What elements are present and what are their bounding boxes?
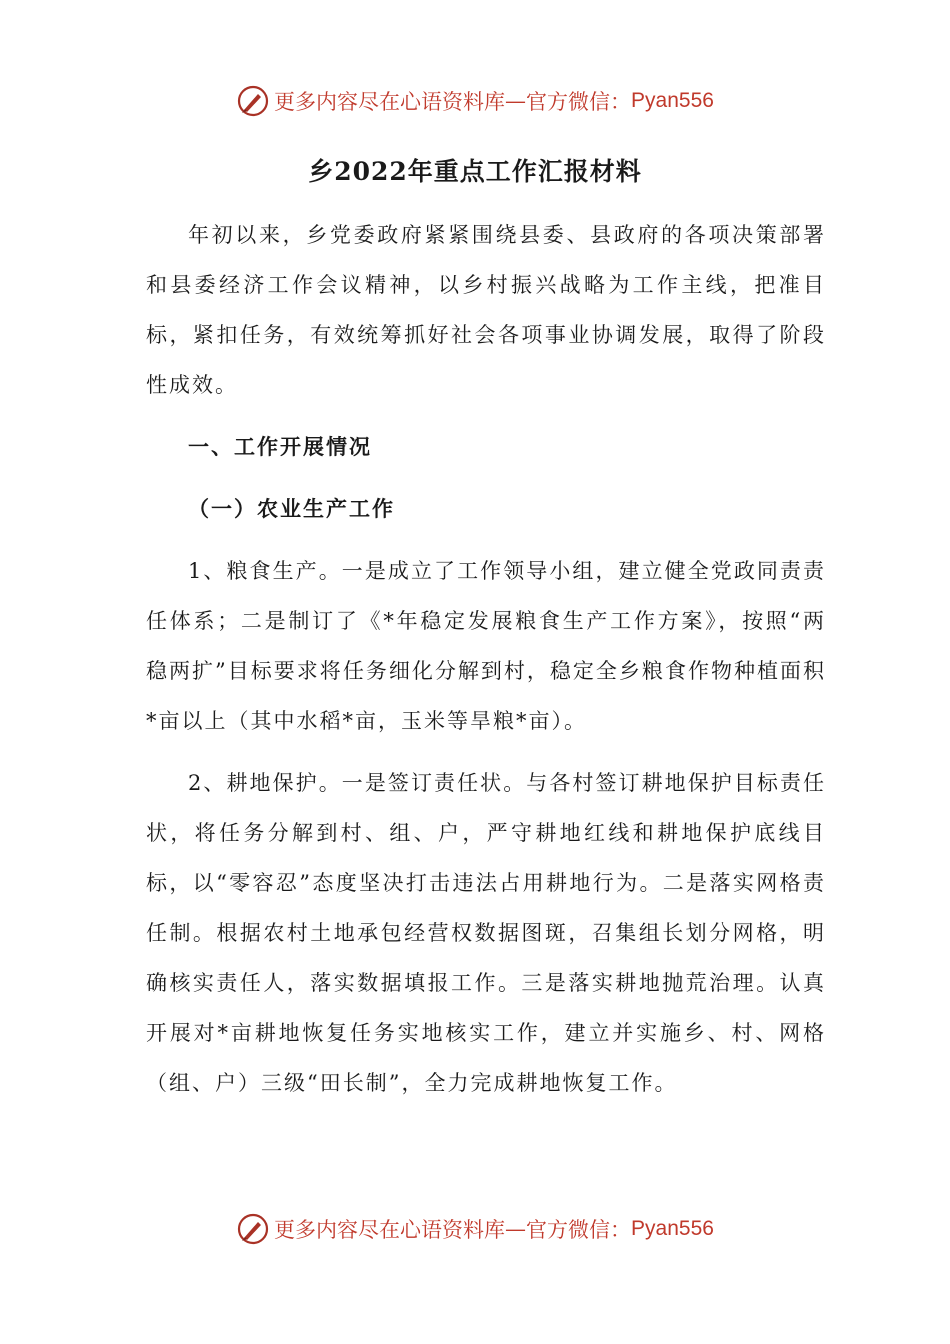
watermark-banner-top bbox=[0, 84, 950, 118]
document-title: 乡2022年重点工作汇报材料 bbox=[308, 157, 642, 186]
intro-paragraph: 年初以来，乡党委政府紧紧围绕县委、县政府的各项决策部署和县委经济工作会议精神，以乡村振兴战略为工作主线，把准目标，紧扣任务，有效统筹抓好社会各项事业协调发展，取得了阶段性成效。 bbox=[146, 223, 826, 397]
pen-logo-icon bbox=[236, 84, 270, 118]
watermark-sub-text: 官方微信： bbox=[526, 90, 632, 114]
subsection-heading: （一）农业生产工作 bbox=[188, 496, 395, 521]
farmland-protection-paragraph: 2、耕地保护。一是签订责任状。与各村签订耕地保护目标责任状，将任务分解到村、组、户，严守耕地红线和耕地保护底线目标，以“零容忍”态度坚决打击违法占用耕地行为。二是落实网格责任制。根据农村土地承包经营权数据图斑，召集组长划分网格，明确核实责任人，落实数据填报工作。三是落实耕地抛荒治理。认真开展对*亩耕地恢复任务实地核实工作，建立并实施乡、村、网格（组、户）三级“田长制”，全力完成耕地恢复工作。 bbox=[146, 771, 826, 1095]
watermark-dash: — bbox=[505, 1217, 527, 1241]
watermark-wechat-id: Pyan556 bbox=[631, 89, 714, 112]
watermark-main-text: 更多内容尽在心语资料库 bbox=[274, 1218, 506, 1242]
watermark-banner-bottom bbox=[0, 1212, 950, 1246]
pen-logo-icon bbox=[236, 1212, 270, 1246]
watermark-dash: — bbox=[505, 89, 527, 113]
grain-production-paragraph: 1、粮食生产。一是成立了工作领导小组，建立健全党政同责责任体系；二是制订了《*年稳定发展粮食生产工作方案》，按照“两稳两扩”目标要求将任务细化分解到村，稳定全乡粮食作物种植面积*亩以上（其中水稻*亩，玉米等旱粮*亩）。 bbox=[146, 559, 826, 733]
watermark-sub-text: 官方微信： bbox=[526, 1218, 632, 1242]
section-heading: 一、工作开展情况 bbox=[188, 434, 372, 459]
watermark-wechat-id: Pyan556 bbox=[631, 1217, 714, 1240]
document-body bbox=[146, 210, 826, 1108]
watermark-main-text: 更多内容尽在心语资料库 bbox=[274, 90, 506, 114]
